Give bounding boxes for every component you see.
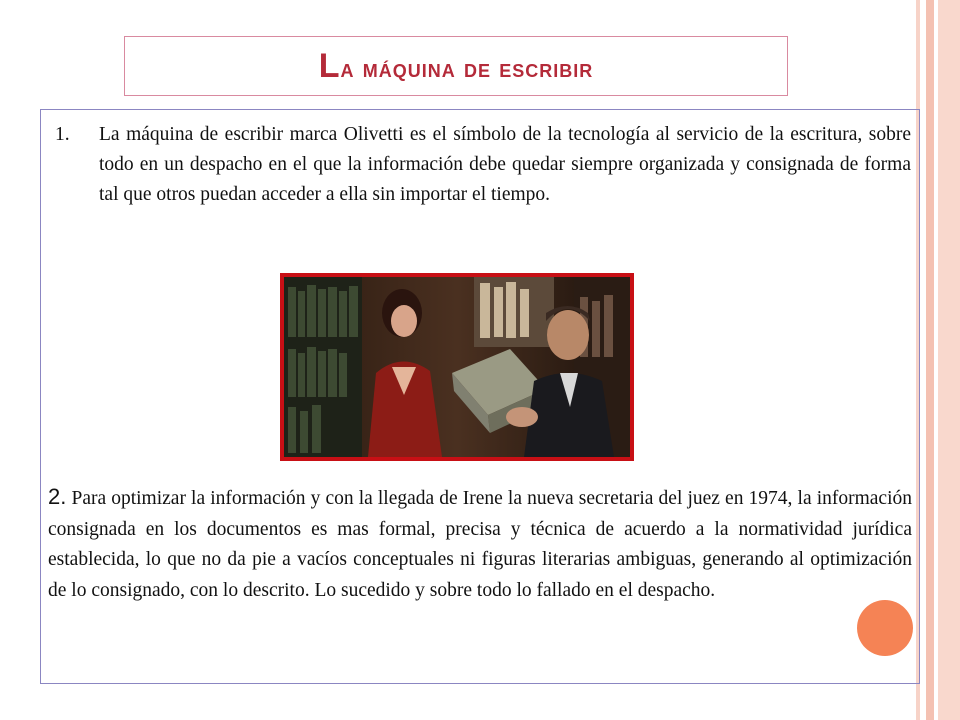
decorative-stripes	[916, 0, 960, 720]
list-item-1	[55, 120, 911, 210]
slide-title	[319, 47, 593, 86]
slide-title-rest: a máquina de escribir	[340, 52, 594, 83]
list-item-1-number: 1.	[55, 124, 70, 145]
list-item-2-number: 2.	[48, 484, 67, 509]
list-item-2-text: Para optimizar la información y con la llegada de Irene la nueva secretaria del juez en 1974, la información consignada en los documentos es mas formal, precisa y técnica de acuerdo a la normatividad jurídica establecida, lo que no da pie a vacíos conceptuales ni figuras literarias ambiguas, generando al optimización de lo consignado, con lo descrito. Lo sucedido y sobre todo lo fallado en el despacho.	[48, 488, 912, 601]
list-item-2	[48, 482, 912, 606]
content-box	[40, 109, 920, 684]
title-box	[124, 36, 788, 96]
movie-still-photo	[280, 273, 634, 461]
movie-still-illustration	[284, 277, 630, 457]
decorative-orange-circle	[857, 600, 913, 656]
list-item-1-text: La máquina de escribir marca Olivetti es el símbolo de la tecnología al servicio de la escritura, sobre todo en un despacho en el que la información debe quedar siempre organizada y consignada de forma tal que otros puedan acceder a ella sin importar el tiempo.	[99, 124, 911, 205]
slide-title-initial: L	[318, 46, 341, 85]
